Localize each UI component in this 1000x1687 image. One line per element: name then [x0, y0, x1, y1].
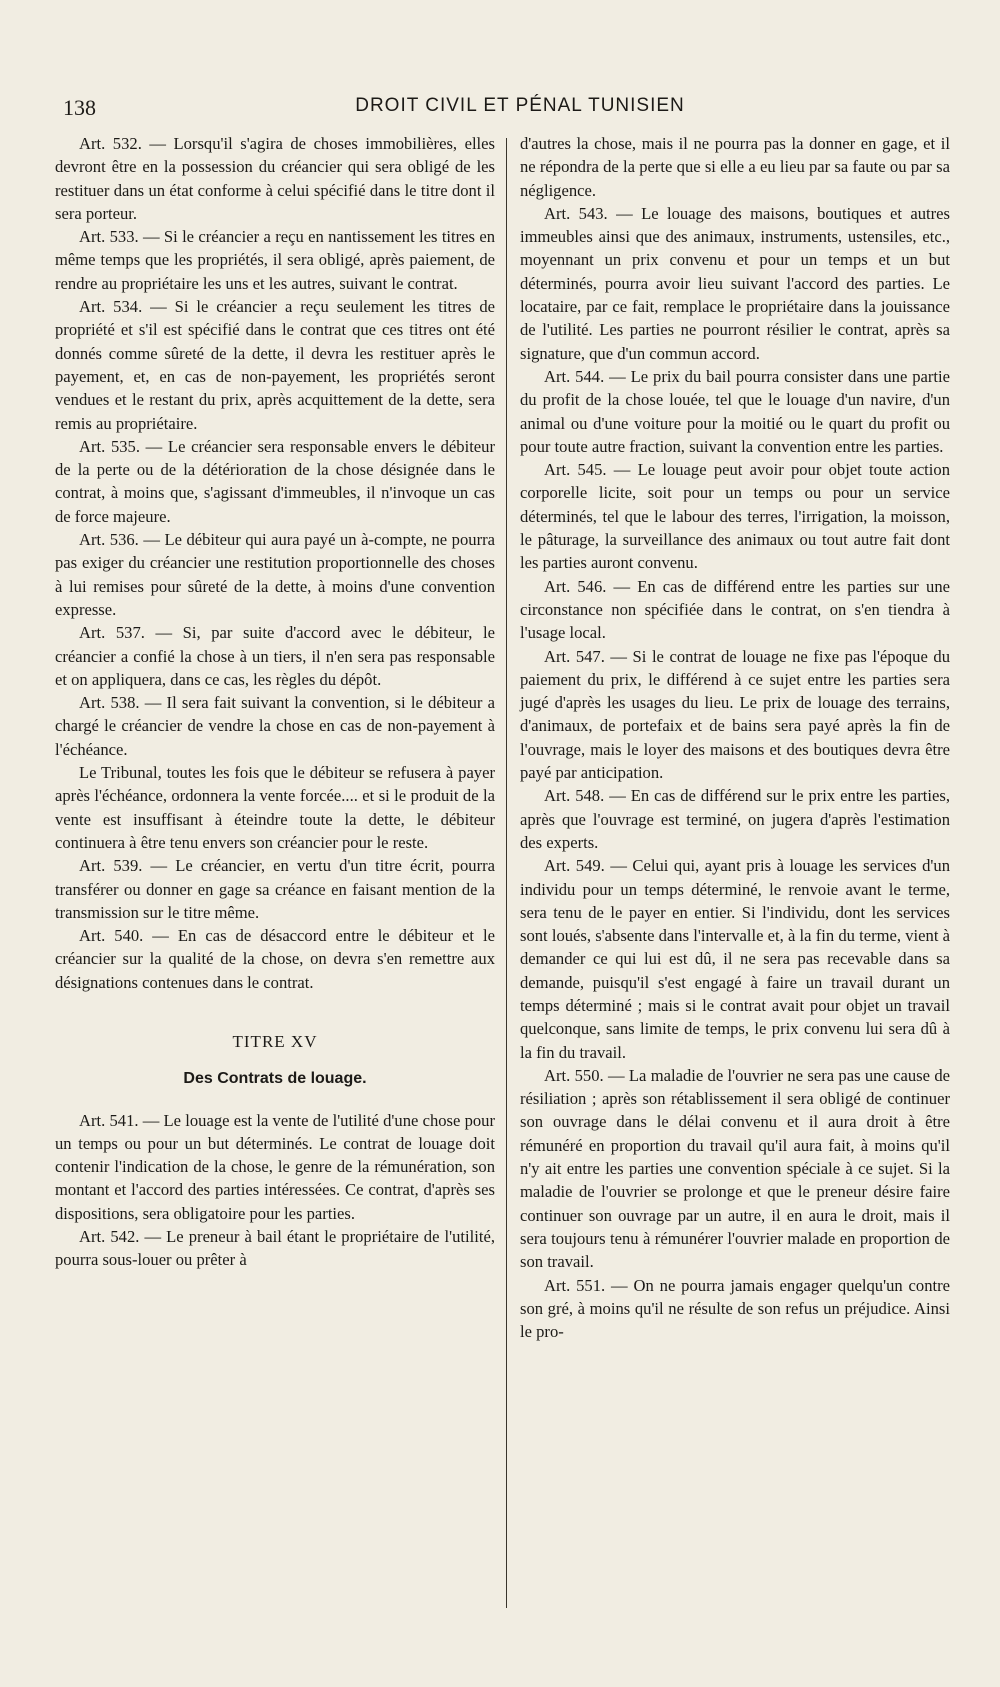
- article-541: Art. 541. — Le louage est la vente de l'utilité d'une chose pour un temps ou pour un but déterminés. Le contrat de louage doit contenir l'indication de la chose, le genre de la rémunération, son montant et l'accord des parties intéressées. Ce contrat, d'après ses dispositions, sera obligatoire pour les parties.: [55, 1110, 495, 1223]
- article-539: Art. 539. — Le créancier, en vertu d'un titre écrit, pourra transférer ou donner en gage sa créance en faisant mention de la transmission sur le titre même.: [55, 856, 495, 922]
- article-551: Art. 551. — On ne pourra jamais engager quelqu'un contre son gré, à moins qu'il ne résulte de son refus un préjudice. Ainsi le pro-: [520, 1275, 950, 1342]
- article-533: Art. 533. — Si le créancier a reçu en nantissement les titres en même temps que les propriétés, il sera obligé, après paiement, de rendre au propriétaire les uns et les autres, suivant le contrat.: [55, 227, 495, 293]
- article-550: Art. 550. — La maladie de l'ouvrier ne sera pas une cause de résiliation ; après son rétablissement il sera obligé de continuer son ouvrage dans le délai convenu et il aura droit à être rémunéré en proportion du travail qu'il aura fait, à moins qu'il n'y ait entre les parties une convention spéciale à ce sujet. Si la maladie de l'ouvrier se prolonge et que le preneur désire faire continuer son ouvrage par un autre, il en aura le droit, mais il sera toujours tenu à rémunérer l'ouvrier malade en proportion de son travail.: [520, 1065, 950, 1272]
- article-546: Art. 546. — En cas de différend entre les parties sur une circonstance non spécifiée dans le contrat, on s'en tiendra à l'usage local.: [520, 576, 950, 643]
- article-532: Art. 532. — Lorsqu'il s'agira de choses immobilières, elles devront être en la possession du créancier qui sera obligé de les restituer dans un état conforme à celui spécifié dans le titre dont il sera porteur.: [55, 134, 495, 223]
- section-subtitle: Des Contrats de louage.: [183, 1070, 367, 1088]
- article-535: Art. 535. — Le créancier sera responsable envers le débiteur de la perte ou de la détérioration de la chose désignée dans le contrat, à moins que, s'agissant d'immeubles, il n'invoque un cas de force majeure.: [55, 436, 495, 526]
- article-543: Art. 543. — Le louage des maisons, boutiques et autres immeubles ainsi que des animaux, instruments, ustensiles, etc., moyennant un prix convenu et pour un temps et un but déterminés, pourra avoir lieu suivant l'accord des parties. Le locataire, par ce fait, remplace le propriétaire dans la jouissance de l'utilité. Les parties ne pourront résilier le contrat, après sa signature, que d'un commun accord.: [520, 203, 950, 363]
- running-title: DROIT CIVIL ET PÉNAL TUNISIEN: [355, 95, 685, 116]
- article-536: Art. 536. — Le débiteur qui aura payé un à-compte, ne pourra pas exiger du créancier une restitution proportionnelle des choses à lui remises pour sûreté de la dette, à moins d'une convention expresse.: [55, 530, 495, 619]
- column-divider: [506, 138, 507, 1608]
- article-538-continued: Le Tribunal, toutes les fois que le débiteur se refusera à payer après l'échéance, ordonnera la vente forcée.... et si le produit de la vente est insuffisant à éteindre toute la dette, le débiteur continuera à être tenu envers son créancier pour le reste.: [55, 763, 495, 852]
- article-548: Art. 548. — En cas de différend sur le prix entre les parties, après que l'ouvrage est terminé, on jugera d'après l'estimation des experts.: [520, 786, 950, 852]
- article-544: Art. 544. — Le prix du bail pourra consister dans une partie du profit de la chose louée, tel que le louage d'un navire, d'un animal ou d'une voiture pour la moitié ou le quart du profit ou pour toute autre fraction, suivant la convention entre les parties.: [520, 366, 950, 456]
- page-number: 138: [63, 95, 96, 120]
- article-540: Art. 540. — En cas de désaccord entre le débiteur et le créancier sur la qualité de la chose, on devra s'en remettre aux désignations contenues dans le contrat.: [55, 926, 495, 992]
- article-549: Art. 549. — Celui qui, ayant pris à louage les services d'un individu pour un temps déterminé, le renvoie avant le terme, sera tenu de le payer en entier. Si l'individu, dont les services sont loués, s'absente dans l'intervalle et, à la fin du terme, vient à demander ce qui lui est dû, il ne sera pas recevable dans sa demande, puisqu'il s'est engagé à faire un travail durant un temps déterminé ; mais si le contrat avait pour objet un travail quelconque, sans limite de temps, le prix convenu lui sera dû à la fin du travail.: [520, 856, 950, 1062]
- left-column: [55, 132, 495, 1272]
- article-538: Art. 538. — Il sera fait suivant la convention, si le débiteur a chargé le créancier de vendre la chose en cas de non-payement à l'échéance.: [55, 693, 495, 759]
- section-title: TITRE XV: [232, 1031, 318, 1051]
- page-header: [55, 95, 945, 125]
- article-534: Art. 534. — Si le créancier a reçu seulement les titres de propriété et s'il est spécifié dans le contrat que ces titres ont été donnés comme sûreté de la dette, il devra les restituer après le payement, et, en cas de non-payement, les propriétés seront vendues et le restant du prix, après acquittement de la dette, sera remis au propriétaire.: [55, 297, 495, 433]
- right-column: [520, 132, 950, 1343]
- article-545: Art. 545. — Le louage peut avoir pour objet toute action corporelle licite, soit pour un temps ou pour un service déterminés, tel que le labour des terres, l'irrigation, la moisson, le pâturage, la surveillance des animaux ou tout autre fait dont les parties auront convenu.: [520, 460, 950, 573]
- article-542: Art. 542. — Le preneur à bail étant le propriétaire de l'utilité, pourra sous-louer ou prêter à: [55, 1227, 495, 1270]
- article-537: Art. 537. — Si, par suite d'accord avec le débiteur, le créancier a confié la chose à un tiers, il n'en sera pas responsable et on appliquera, dans ce cas, les règles du dépôt.: [55, 623, 495, 689]
- article-547: Art. 547. — Si le contrat de louage ne fixe pas l'époque du paiement du prix, le différend à ce sujet entre les parties sera jugé d'après les usages du lieu. Le prix de louage des terrains, d'animaux, de portefaix et de bains sera payé après la fin de l'ouvrage, mais le loyer des maisons et des boutiques devra être payé par anticipation.: [520, 646, 950, 783]
- article-542-continued: d'autres la chose, mais il ne pourra pas la donner en gage, et il ne répondra de la perte que si elle a eu lieu par sa faute ou par sa négligence.: [520, 134, 950, 200]
